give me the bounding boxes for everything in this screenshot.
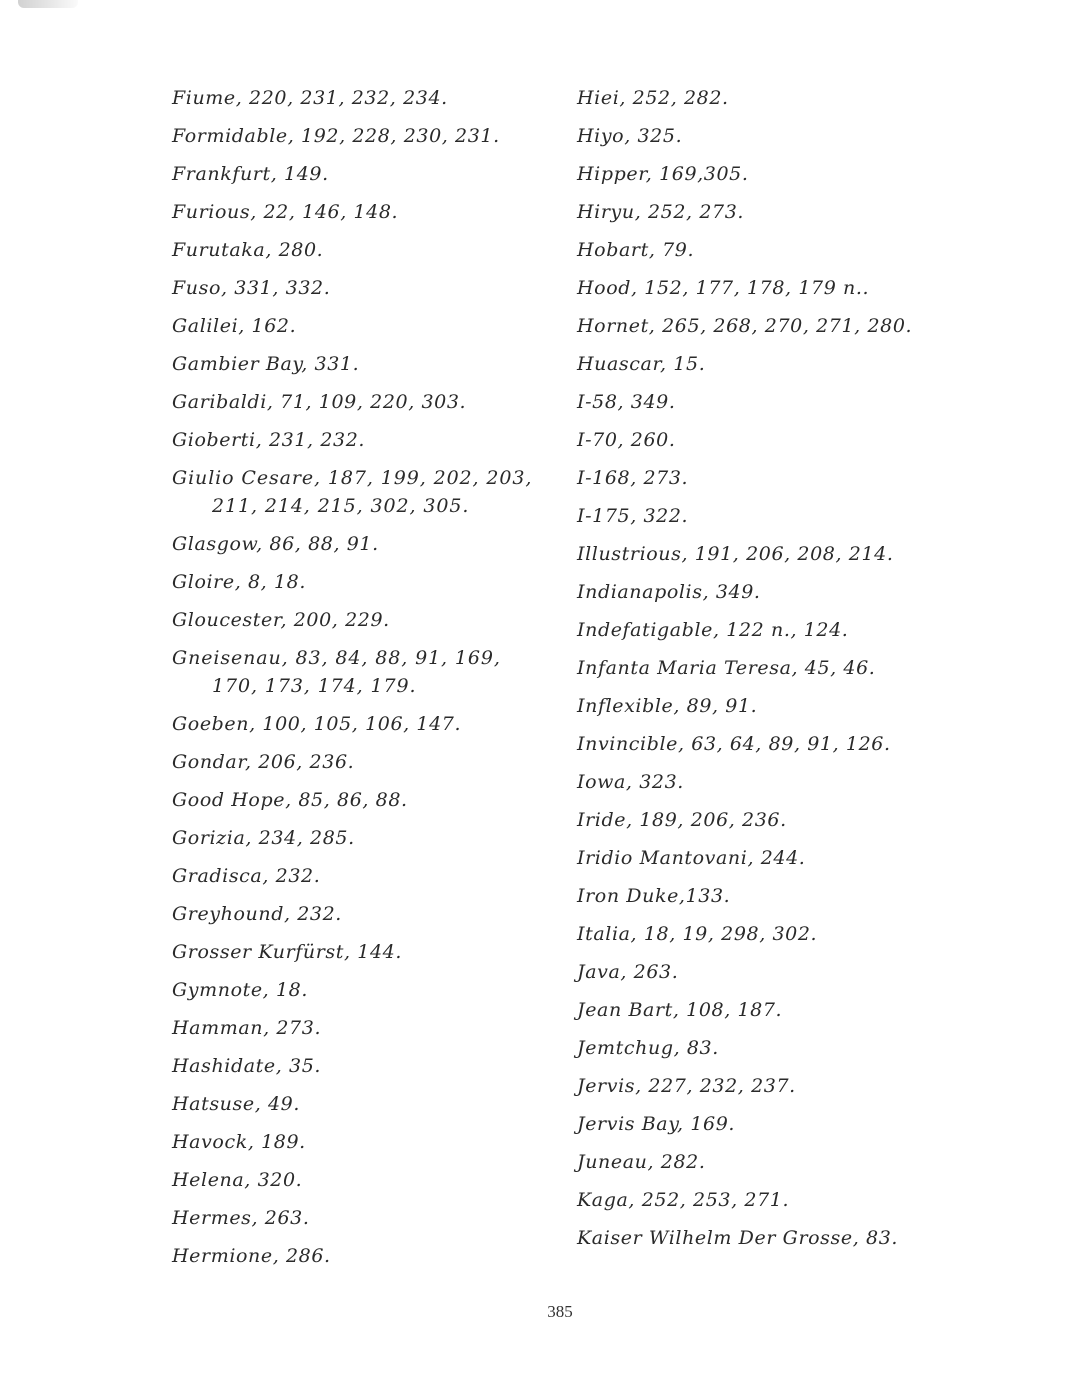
index-entry: Kaiser Wilhelm Der Grosse, 83.	[577, 1227, 899, 1249]
index-entry: Gondar, 206, 236.	[172, 751, 355, 773]
index-entry: Juneau, 282.	[577, 1151, 706, 1173]
index-entry: Kaga, 252, 253, 271.	[577, 1189, 790, 1211]
index-entry: Havock, 189.	[172, 1131, 306, 1153]
index-entry: Furious, 22, 146, 148.	[172, 201, 399, 223]
index-entry: Jean Bart, 108, 187.	[577, 999, 783, 1021]
index-entry: Gioberti, 231, 232.	[172, 429, 366, 451]
index-entry: Garibaldi, 71, 109, 220, 303.	[172, 391, 467, 413]
index-entry: Gambier Bay, 331.	[172, 353, 360, 375]
index-entry: Hamman, 273.	[172, 1017, 322, 1039]
index-entry: Greyhound, 232.	[172, 903, 342, 925]
index-entry: Formidable, 192, 228, 230, 231.	[172, 125, 500, 147]
index-entry: Illustrious, 191, 206, 208, 214.	[577, 543, 894, 565]
index-entry: Hiei, 252, 282.	[577, 87, 729, 109]
index-entry: Hermes, 263.	[172, 1207, 310, 1229]
index-entry: Inflexible, 89, 91.	[577, 695, 758, 717]
index-entry: Italia, 18, 19, 298, 302.	[577, 923, 818, 945]
index-entry: Hiryu, 252, 273.	[577, 201, 745, 223]
index-entry: Gneisenau, 83, 84, 88, 91, 169, 170, 173, 174, 179.	[172, 647, 501, 697]
index-entry: Gloucester, 200, 229.	[172, 609, 390, 631]
index-entry: Fiume, 220, 231, 232, 234.	[172, 87, 448, 109]
index-entry: Good Hope, 85, 86, 88.	[172, 789, 408, 811]
index-entry: Indefatigable, 122 n., 124.	[577, 619, 849, 641]
index-entry: Gorizia, 234, 285.	[172, 827, 355, 849]
index-entry: Glasgow, 86, 88, 91.	[172, 533, 379, 555]
index-entry: I-175, 322.	[577, 505, 689, 527]
index-entry: Hipper, 169,305.	[577, 163, 749, 185]
index-entry: Huascar, 15.	[577, 353, 706, 375]
index-entry: Indianapolis, 349.	[577, 581, 761, 603]
index-entry: I-168, 273.	[577, 467, 689, 489]
index-entry: I-70, 260.	[577, 429, 676, 451]
index-entry: Gloire, 8, 18.	[172, 571, 306, 593]
index-entry: Hatsuse, 49.	[172, 1093, 301, 1115]
index-entry: Iride, 189, 206, 236.	[577, 809, 787, 831]
index-entry: Hobart, 79.	[577, 239, 695, 261]
index-column-right	[577, 84, 937, 1262]
index-entry: Furutaka, 280.	[172, 239, 324, 261]
index-entry: Helena, 320.	[172, 1169, 303, 1191]
index-entry: Iridio Mantovani, 244.	[577, 847, 806, 869]
index-entry: Fuso, 331, 332.	[172, 277, 331, 299]
index-entry: Iron Duke,133.	[577, 885, 731, 907]
index-entry: Jemtchug, 83.	[577, 1037, 719, 1059]
index-entry: Java, 263.	[577, 961, 679, 983]
index-entry: Hashidate, 35.	[172, 1055, 322, 1077]
index-entry: Frankfurt, 149.	[172, 163, 329, 185]
index-entry: Goeben, 100, 105, 106, 147.	[172, 713, 462, 735]
index-entry: Iowa, 323.	[577, 771, 684, 793]
index-entry: Hood, 152, 177, 178, 179 n..	[577, 277, 870, 299]
index-column-left	[172, 84, 552, 1280]
index-entry: Grosser Kurfürst, 144.	[172, 941, 402, 963]
index-entry: Hermione, 286.	[172, 1245, 331, 1267]
scan-artifact	[18, 0, 78, 8]
index-entry: Gymnote, 18.	[172, 979, 308, 1001]
index-entry: Jervis, 227, 232, 237.	[577, 1075, 796, 1097]
index-entry: Infanta Maria Teresa, 45, 46.	[577, 657, 876, 679]
index-entry: Hornet, 265, 268, 270, 271, 280.	[577, 315, 913, 337]
index-entry: Hiyo, 325.	[577, 125, 683, 147]
index-entry: Jervis Bay, 169.	[577, 1113, 736, 1135]
index-entry: I-58, 349.	[577, 391, 676, 413]
index-entry: Gradisca, 232.	[172, 865, 321, 887]
page-number: 385	[547, 1302, 573, 1321]
index-entry: Invincible, 63, 64, 89, 91, 126.	[577, 733, 891, 755]
index-entry: Giulio Cesare, 187, 199, 202, 203, 211, 214, 215, 302, 305.	[172, 467, 533, 517]
index-entry: Galilei, 162.	[172, 315, 297, 337]
